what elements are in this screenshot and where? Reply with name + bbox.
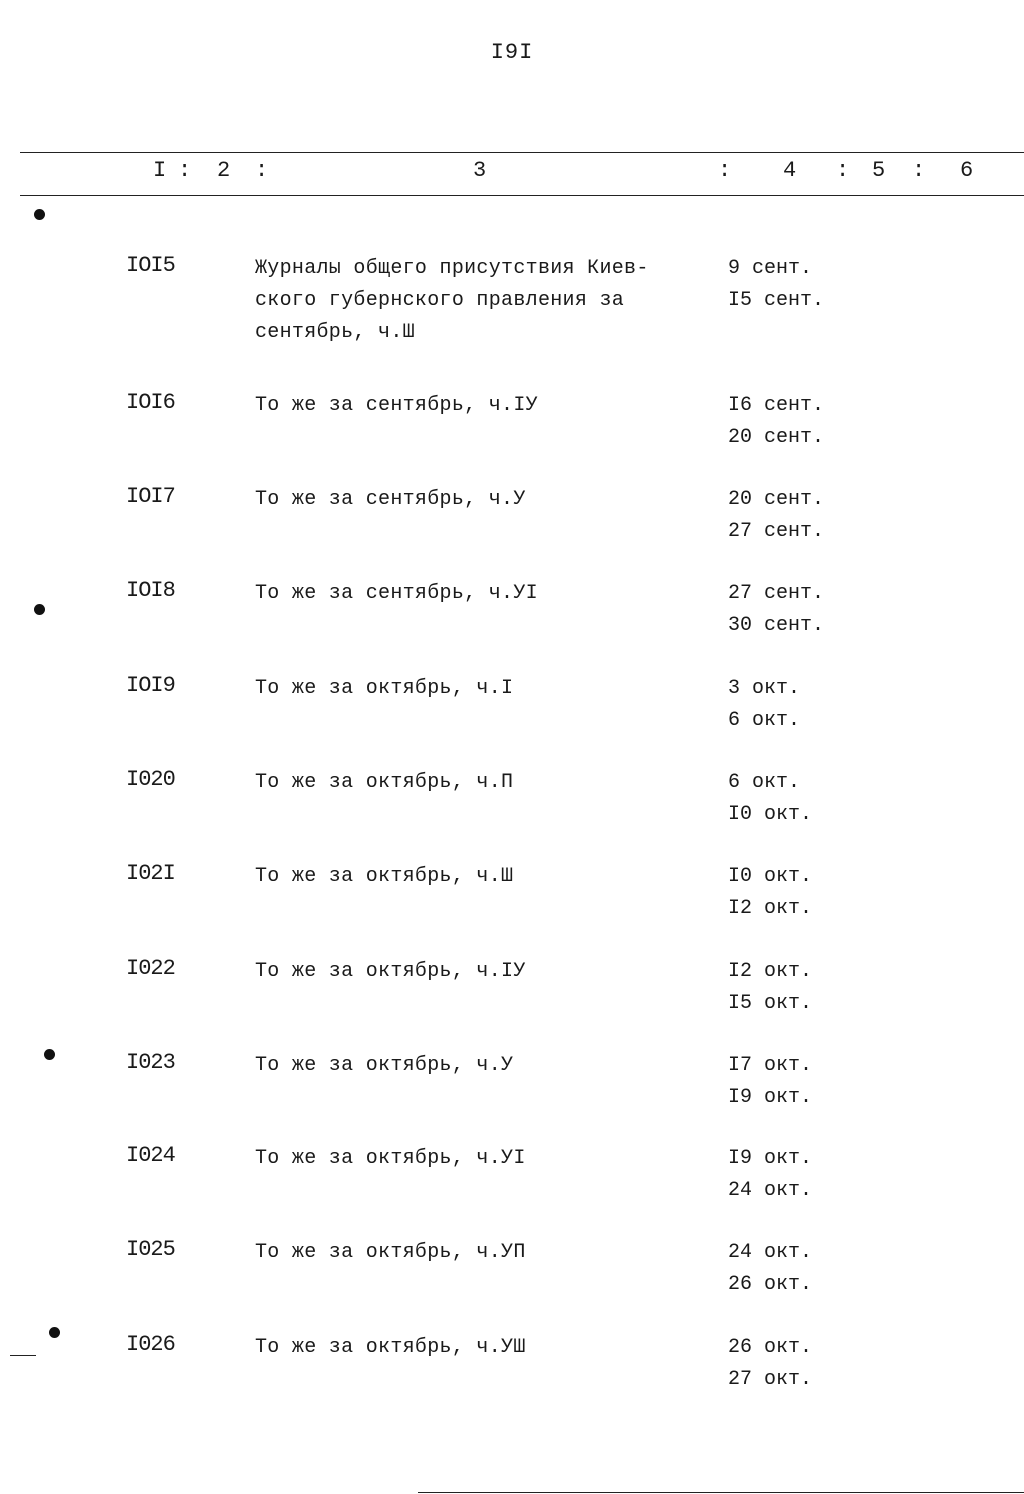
row-dates xyxy=(728,253,824,317)
header-col-2: 2 xyxy=(217,158,231,183)
row-number: I026 xyxy=(126,1332,175,1357)
date-from: 20 сент. xyxy=(728,488,825,511)
date-to: I5 окт. xyxy=(728,992,813,1015)
description-line: То же за октябрь, ч.I xyxy=(255,677,514,700)
table-bottom-rule xyxy=(418,1492,1024,1493)
date-from: I0 окт. xyxy=(728,865,813,888)
row-description xyxy=(255,1332,695,1364)
row-description xyxy=(255,861,695,893)
description-line: То же за октябрь, ч.УШ xyxy=(255,1336,526,1359)
row-dates xyxy=(728,767,812,831)
description-line: ского губернского правления за xyxy=(255,289,625,312)
date-from: 3 окт. xyxy=(728,677,801,700)
date-from: I9 окт. xyxy=(728,1147,813,1170)
date-from: I2 окт. xyxy=(728,960,813,983)
row-dates xyxy=(728,956,812,1020)
punch-hole-mark xyxy=(34,209,45,220)
date-to: 20 сент. xyxy=(728,426,825,449)
description-line: сентябрь, ч.Ш xyxy=(255,321,415,344)
date-to: I5 сент. xyxy=(728,289,825,312)
row-dates xyxy=(728,861,812,925)
row-description xyxy=(255,956,695,988)
date-from: 24 окт. xyxy=(728,1241,813,1264)
date-to: 30 сент. xyxy=(728,614,825,637)
row-number: I024 xyxy=(126,1143,175,1168)
description-line: То же за октябрь, ч.У xyxy=(255,1054,514,1077)
date-to: 27 сент. xyxy=(728,520,825,543)
page-number: I9I xyxy=(490,40,534,65)
row-number: I023 xyxy=(126,1050,175,1075)
row-number: IOI8 xyxy=(126,578,175,603)
row-description xyxy=(255,253,695,349)
date-to: 24 окт. xyxy=(728,1179,813,1202)
row-number: IOI7 xyxy=(126,484,175,509)
description-line: То же за сентябрь, ч.УI xyxy=(255,582,538,605)
row-dates xyxy=(728,578,824,642)
punch-hole-mark xyxy=(49,1327,60,1338)
row-dates xyxy=(728,484,824,548)
date-to: 27 окт. xyxy=(728,1368,813,1391)
punch-hole-mark xyxy=(34,604,45,615)
description-line: То же за октябрь, ч.П xyxy=(255,771,514,794)
description-line: То же за октябрь, ч.УI xyxy=(255,1147,526,1170)
punch-hole-mark xyxy=(44,1049,55,1060)
row-dates xyxy=(728,1143,812,1207)
description-line: То же за октябрь, ч.Ш xyxy=(255,865,514,888)
row-dates xyxy=(728,390,824,454)
table-top-rule xyxy=(20,152,1024,153)
row-number: I025 xyxy=(126,1237,175,1262)
row-description xyxy=(255,1143,695,1175)
row-description xyxy=(255,390,695,422)
margin-mark xyxy=(10,1355,36,1356)
header-col-6: 6 xyxy=(960,158,974,183)
row-dates xyxy=(728,1050,812,1114)
description-line: То же за октябрь, ч.УП xyxy=(255,1241,526,1264)
row-dates xyxy=(728,1237,812,1301)
row-number: IOI9 xyxy=(126,673,175,698)
row-number: IOI6 xyxy=(126,390,175,415)
header-col-5: 5 xyxy=(872,158,886,183)
table-header-rule xyxy=(20,195,1024,196)
row-description xyxy=(255,767,695,799)
date-from: 9 сент. xyxy=(728,257,813,280)
date-to: 26 окт. xyxy=(728,1273,813,1296)
date-from: I6 сент. xyxy=(728,394,825,417)
header-col-4: 4 xyxy=(783,158,797,183)
row-description xyxy=(255,484,695,516)
row-number: IOI5 xyxy=(126,253,175,278)
row-number: I020 xyxy=(126,767,175,792)
header-separator: : xyxy=(836,158,850,183)
row-description xyxy=(255,673,695,705)
date-from: 26 окт. xyxy=(728,1336,813,1359)
header-separator: : xyxy=(178,158,192,183)
date-to: I2 окт. xyxy=(728,897,813,920)
date-from: 6 окт. xyxy=(728,771,801,794)
table-header xyxy=(0,158,1024,188)
header-col-1: I xyxy=(153,158,167,183)
date-to: 6 окт. xyxy=(728,709,801,732)
description-line: Журналы общего присутствия Киев- xyxy=(255,257,649,280)
date-to: I0 окт. xyxy=(728,803,813,826)
row-dates xyxy=(728,1332,812,1396)
header-separator: : xyxy=(912,158,926,183)
row-description xyxy=(255,578,695,610)
date-from: I7 окт. xyxy=(728,1054,813,1077)
date-from: 27 сент. xyxy=(728,582,825,605)
header-separator: : xyxy=(718,158,732,183)
description-line: То же за сентябрь, ч.У xyxy=(255,488,526,511)
header-col-3: 3 xyxy=(473,158,487,183)
row-dates xyxy=(728,673,800,737)
header-separator: : xyxy=(255,158,269,183)
row-description xyxy=(255,1237,695,1269)
row-number: I022 xyxy=(126,956,175,981)
date-to: I9 окт. xyxy=(728,1086,813,1109)
row-description xyxy=(255,1050,695,1082)
row-number: I02I xyxy=(126,861,175,886)
description-line: То же за октябрь, ч.IУ xyxy=(255,960,526,983)
description-line: То же за сентябрь, ч.ІУ xyxy=(255,394,538,417)
